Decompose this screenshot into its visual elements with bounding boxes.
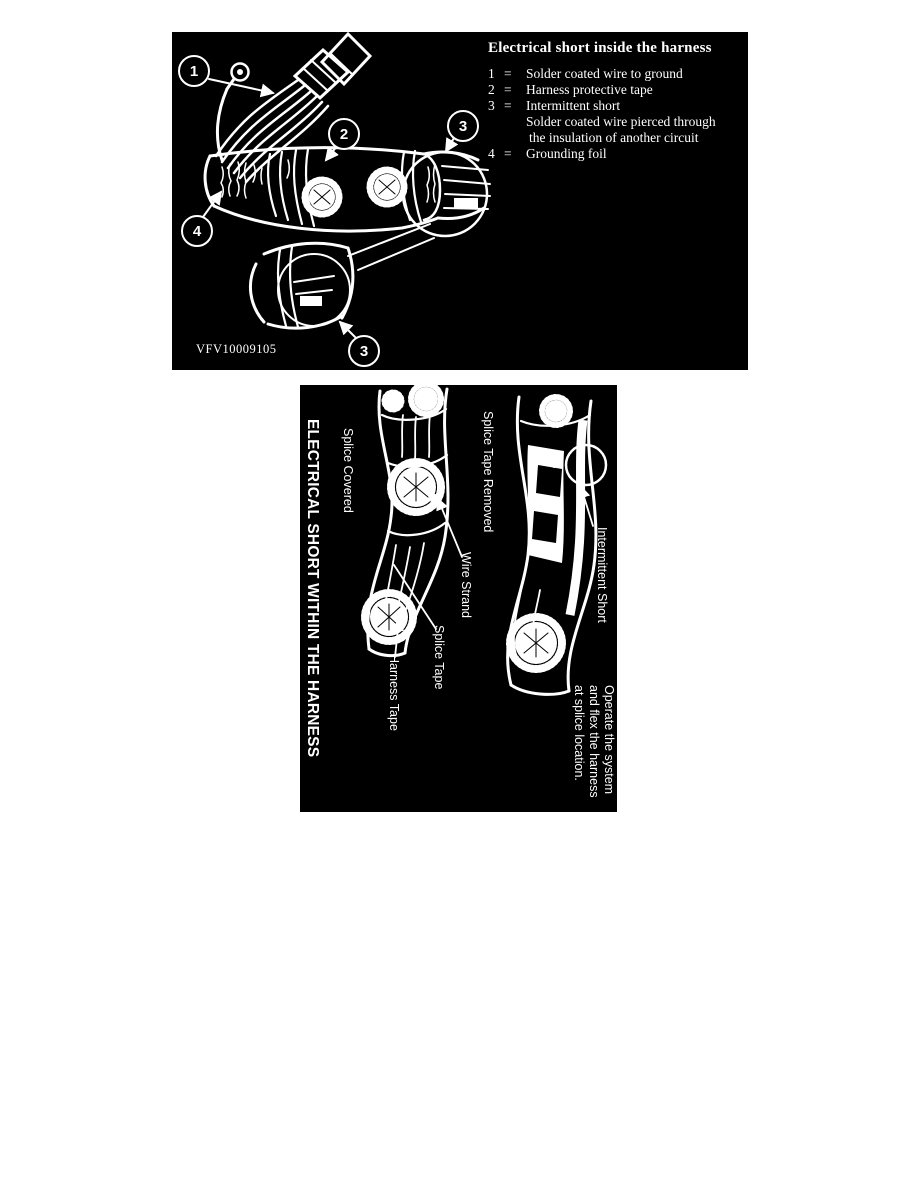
legend-item-number: 2 xyxy=(488,82,495,97)
label-intermittent-short: Intermittent Short xyxy=(595,527,609,623)
figure-electrical-short-inside-harness xyxy=(172,32,748,370)
label-harness-tape: Harness Tape xyxy=(387,654,401,731)
label-splice-covered: Splice Covered xyxy=(341,428,355,513)
callout-3: 3 xyxy=(447,110,479,142)
legend-item-4 xyxy=(488,146,744,162)
callout-2: 2 xyxy=(328,118,360,150)
equals-sign: = xyxy=(504,98,512,113)
equals-sign: = xyxy=(504,66,512,81)
figure2-title: ELECTRICAL SHORT WITHIN THE HARNESS xyxy=(304,419,321,758)
label-wire-strand: Wire Strand xyxy=(459,552,473,618)
legend-item-text: Solder coated wire to ground xyxy=(526,66,683,81)
figure-code: VFV10009105 xyxy=(196,342,277,356)
equals-sign: = xyxy=(504,146,512,161)
note-operate-line-2: and flex the harness xyxy=(587,685,601,798)
legend-item-1 xyxy=(488,66,744,82)
legend-item-3 xyxy=(488,98,744,114)
legend-item-text: Grounding foil xyxy=(526,146,607,161)
legend-item-text: Harness protective tape xyxy=(526,82,653,97)
label-splice-tape-removed: Splice Tape Removed xyxy=(481,411,495,533)
legend-item-3-continuation: Solder coated wire pierced through xyxy=(526,114,716,129)
legend-rows xyxy=(488,66,744,162)
legend-item-number: 4 xyxy=(488,146,495,161)
figure-electrical-short-within-harness xyxy=(300,385,617,812)
legend-title: Electrical short inside the harness xyxy=(488,40,712,56)
legend-item-number: 1 xyxy=(488,66,495,81)
callout-3-detail: 3 xyxy=(348,335,380,367)
legend-item-text: Intermittent short xyxy=(526,98,621,113)
legend xyxy=(488,40,744,162)
note-operate-line-3: at splice location. xyxy=(572,685,586,781)
callout-1: 1 xyxy=(178,55,210,87)
legend-item-number: 3 xyxy=(488,98,495,113)
callout-4: 4 xyxy=(181,215,213,247)
note-operate-line-1: Operate the system xyxy=(602,685,616,795)
equals-sign: = xyxy=(504,82,512,97)
legend-item-2 xyxy=(488,82,744,98)
legend-item-3-continuation: the insulation of another circuit xyxy=(529,130,699,145)
label-splice-tape: Splice Tape xyxy=(432,625,446,690)
